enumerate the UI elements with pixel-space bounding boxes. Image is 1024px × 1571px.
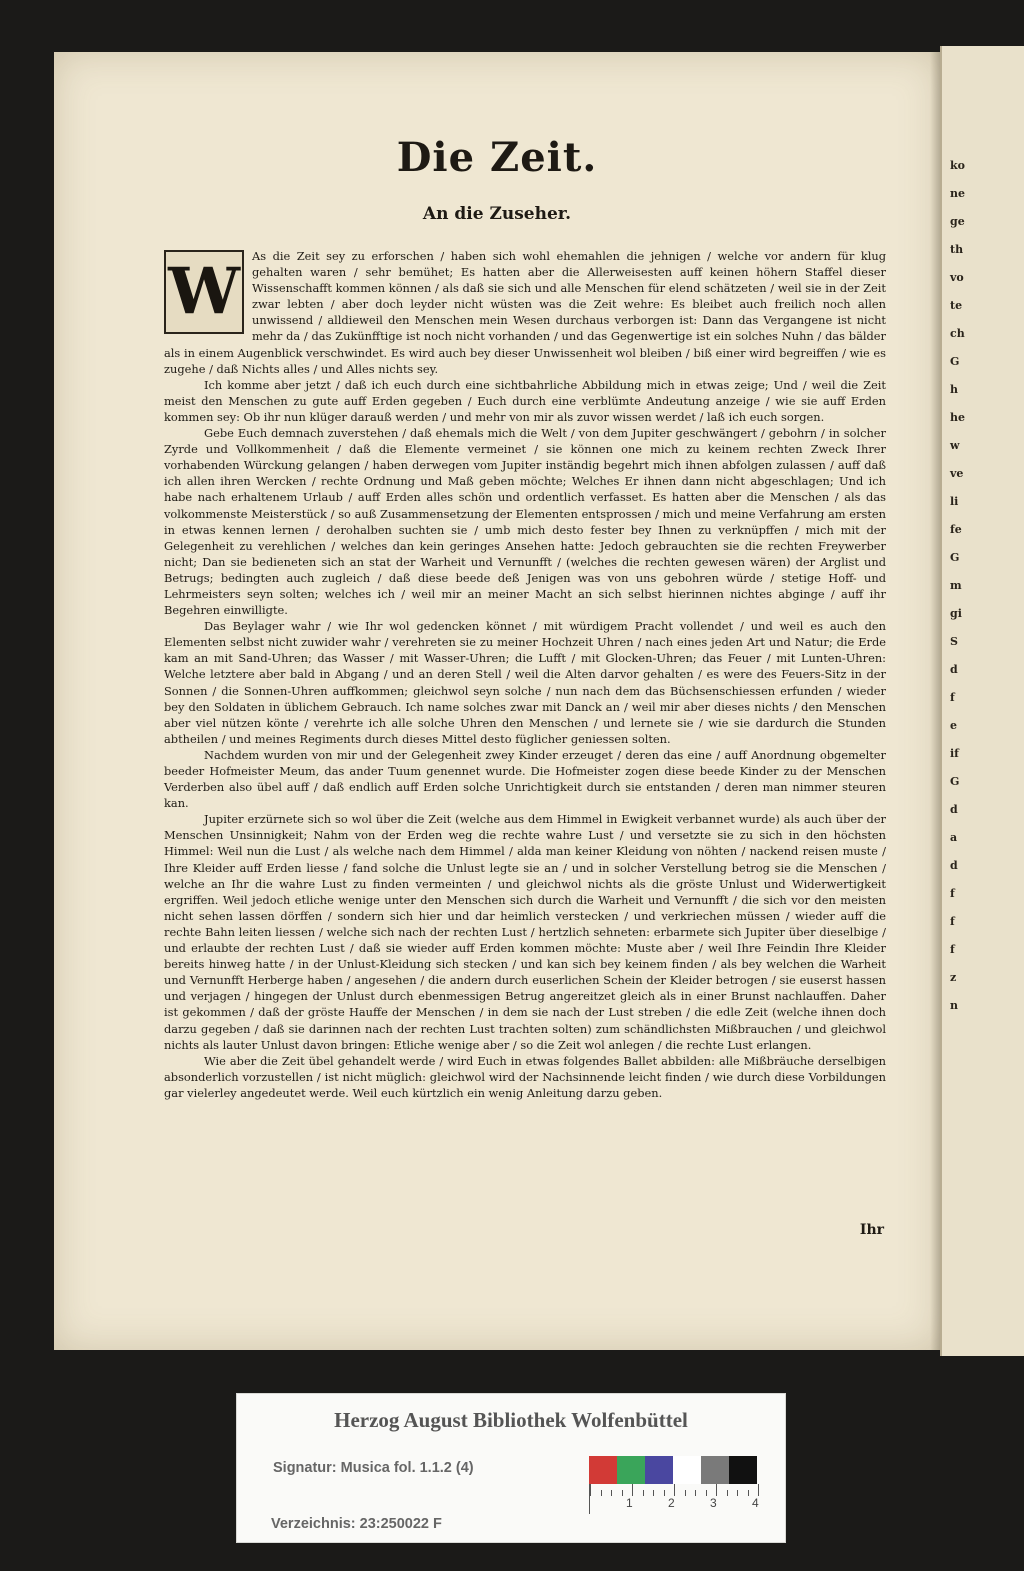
scale-tick xyxy=(727,1490,728,1496)
scale-number: 4 xyxy=(752,1496,759,1510)
scale-tick xyxy=(716,1484,717,1496)
color-swatch xyxy=(589,1456,617,1484)
facing-page-fragment: ve xyxy=(950,467,964,480)
facing-page-fragment: f xyxy=(950,691,955,704)
facing-page-fragment: fe xyxy=(950,523,962,536)
page-subtitle: An die Zuseher. xyxy=(422,204,572,224)
color-swatch xyxy=(673,1456,701,1484)
scale-tick xyxy=(748,1490,749,1496)
scale-tick xyxy=(674,1484,675,1496)
paragraph: Nachdem wurden von mir und der Gelegenheit zwey Kinder erzeuget / deren das eine / auff Anordnung obgemelter beeder Hofmeister Meum, das ander Tuum genennet wurde. Die Hofmeister zogen diese beede Kinder zu der Menschen Verderben also übel auff / daß endlich auff Erden solche Unrichtigkeit durch sie entstanden / deren man nimmer steuren kan. xyxy=(164,747,886,811)
facing-page-fragment: ko xyxy=(950,159,965,172)
color-swatch xyxy=(729,1456,757,1484)
color-swatches xyxy=(589,1456,757,1484)
scale-number: 1 xyxy=(626,1496,633,1510)
facing-page-fragment: f xyxy=(950,915,955,928)
facing-page-fragment: if xyxy=(950,747,959,760)
measure-scale xyxy=(589,1484,764,1514)
scale-tick xyxy=(622,1490,623,1496)
facing-page-fragment: li xyxy=(950,495,959,508)
scale-tick xyxy=(758,1484,759,1496)
book-page xyxy=(54,52,940,1350)
scale-tick xyxy=(706,1490,707,1496)
facing-page-fragment: f xyxy=(950,887,955,900)
facing-page-fragment: ch xyxy=(950,327,965,340)
paragraph: Gebe Euch demnach zuverstehen / daß ehemals mich die Welt / von dem Jupiter geschwängert / gebohrn / in solcher Zyrde und Vollkommenheit / daß die Elemente vermeinet / sie können one mich zu keinem rechten Zweck Ihrer vorhabenden Würckung gelangen / haben derwegen vom Jupiter inständig begehrt mich ihnen abfolgen zulassen / auff daß ich allen ihren Wercken / rechte Ordnung und Maß geben möchte; Welches Er ihnen dann nicht abgeschlagen; Und ich habe nach erhaltenem Urlaub / auff Erden alles schön und ordentlich verfasset. Es hatten aber die Menschen / als das volkommenste Meisterstück / so auß Zusammensetzung der Elementen entsprossen / mich und meine Verfahrung am ersten in etwas kennen lernen / derohalben suchten sie / umb mich desto fester bey Ihnen zu verknüpffen / mich mit der Gelegenheit zu verehlichen / welches dan kein geringes Ansehen hatte: Jedoch gebrauchten sie die rechten Freywerber nicht; Dan sie bedieneten sich an stat der Warheit und Vernunfft / (welches die rechten gewesen wären) der Arglist und Betrugs; bedingten auch zugleich / daß diese beede deß Jenigen was von uns gebohren würde / stetige Hoff- und Lehrmeisters seyn solten; welches ich / weil mir an meiner Macht an sich selbst hierinnen nichtes abginge / auff ihr Begehren einwilligte. xyxy=(164,426,886,618)
facing-page-fragment: m xyxy=(950,579,962,592)
facing-page-fragment: gi xyxy=(950,607,962,620)
color-swatch xyxy=(645,1456,673,1484)
page-title: Die Zeit. xyxy=(396,134,598,181)
facing-page-fragment: a xyxy=(950,831,958,844)
facing-page-fragment: h xyxy=(950,383,958,396)
scale-tick xyxy=(601,1490,602,1496)
facing-page-fragment: G xyxy=(950,355,960,368)
scale-tick xyxy=(695,1490,696,1496)
text-body xyxy=(164,248,886,1101)
facing-page-fragment: d xyxy=(950,803,958,816)
facing-page-edge xyxy=(940,46,1024,1356)
paragraph-text: As die Zeit sey zu erforschen / haben sich wohl ehemahlen die jehnigen / welche vor andern für klug gehalten waren / sehr bemühet; Es hatten aber die Allerweisesten auff keinen höhern Staffel dieser Wissenschafft kommen können / als daß sie sich und alle Menschen für elend schätzeten / weil sie in der Zeit zwar lebten / aber doch leyder nicht wüsten was die Zeit wehre: Es bleibet auch freilich noch allen unwissend / alldieweil den Menschen mein Wesen durchaus verborgen ist: Dann das Vergangene ist nicht mehr da / das Zukünfftige ist noch nicht vorhanden / und das Gegenwertige ist ein solches Nuhn / das bälder als in einem Augenblick verschwindet. Es wird auch bey dieser Unwissenheit wol bleiben / biß einer wird begreiffen / wie es zugehe / daß Nichts alles / und Alles nichts sey. xyxy=(164,249,886,376)
facing-page-fragment: vo xyxy=(950,271,964,284)
facing-page-fragment: he xyxy=(950,411,965,424)
dropcap-initial: W xyxy=(164,250,244,334)
facing-page-fragment: G xyxy=(950,775,960,788)
facing-page-fragment: f xyxy=(950,943,955,956)
paragraph: Wie aber die Zeit übel gehandelt werde / wird Euch in etwas folgendes Ballet abbilden: alle Mißbräuche derselbigen absonderlich vorzustellen / ist nicht müglich: gleichwol wird der Nachsinnende leicht finden / wie durch diese Vorbildungen gar vielerley angedeutet werde. Weil euch kürtzlich ein wenig Anleitung darzu geben. xyxy=(164,1053,886,1100)
facing-page-fragment: S xyxy=(950,635,958,648)
scale-tick xyxy=(611,1490,612,1496)
paragraph: Jupiter erzürnete sich so wol über die Zeit (welche aus dem Himmel in Ewigkeit verbannet wurde) als auch über der Menschen Unsinnigkeit; Nahm von der Erden weg die rechte wahre Lust / und versetzte sie zu sich in den höchsten Himmel: Weil nun die Lust / als welche nach dem Himmel / alda man keiner Kleidung von nöhten / nackend reisen muste / Ihre Kleider auff Erden liesse / fand solche die Unlust legte sie an / und in solcher Verstellung betrog sie die Menschen / welche an Ihr die wahre Lust zu finden vermeinten / und gleichwol nichts als die gröste Unlust und Widerwertigkeit ergriffen. Weil jedoch etliche wenige unter den Menschen sich durch die Warheit und Vernunfft / die sich vor den meisten nicht sehen lassen dörffen / sondern sich hier und dar heimlich verstecken / und verkriechen müssen / wieder auff die rechte Bahn leiten liessen / welche sich nach der rechten Lust / hertzlich sehneten: erbarmete sich Jupiter über dieselbige / und erlaubte der rechten Lust / daß sie wieder auff Erden kommen möchte: Muste aber / weil Ihre Feindin Ihre Kleider bereits hinweg hatte / in der Unlust-Kleidung sich stecken / und kan sich bey keinem finden / als bey welchen die Warheit und Vernunfft Herberge haben / angesehen / die andern durch euserlichen Schein der Kleider betrogen / sie euserst hassen und verjagen / hingegen der Unlust durch ebenmessigen Betrug angereitzet gleich als in einer Brunst nachlauffen. Daher ist gekommen / daß der gröste Hauffe der Menschen / in dem sie nach der Lust streben / die edle Zeit (welche ihnen doch darzu gegeben / daß sie darinnen nach der rechten Lust trachten solten) zum schändlichsten Mißbrauchen / und gleichwol nichts als lauter Unlust davon bringen: Etliche wenige aber / so die Zeit wol anlegen / die rechte Lust erlangen. xyxy=(164,812,886,1052)
facing-page-fragment: d xyxy=(950,663,958,676)
facing-page-fragment: ge xyxy=(950,215,965,228)
catchword: Ihr xyxy=(859,1222,884,1238)
facing-page-fragment: w xyxy=(950,439,960,452)
facing-page-fragment: d xyxy=(950,859,958,872)
color-swatch xyxy=(617,1456,645,1484)
scale-tick xyxy=(643,1490,644,1496)
library-label xyxy=(236,1393,786,1543)
facing-page-fragment: th xyxy=(950,243,964,256)
scale-tick xyxy=(664,1490,665,1496)
color-swatch xyxy=(701,1456,729,1484)
scale-tick xyxy=(632,1484,633,1496)
paragraph: Ich komme aber jetzt / daß ich euch durch eine sichtbahrliche Abbildung mich in etwas zeige; Und / weil die Zeit meist den Menschen zu gute auff Erden gegeben / Euch durch eine verblümte Andeutung anzeige / wie sie auff Erden kommen sey: Ob ihr nun klüger darauß werden / und mehr von mir als zuvor wissen werdet / laß ich euch sorgen. xyxy=(164,377,886,424)
scale-tick xyxy=(653,1490,654,1496)
scale-tick xyxy=(737,1490,738,1496)
library-name: Herzog August Bibliothek Wolfenbüttel xyxy=(334,1408,688,1432)
facing-page-fragment: te xyxy=(950,299,963,312)
scale-tick xyxy=(590,1484,591,1496)
facing-page-fragment: e xyxy=(950,719,957,732)
verzeichnis-text: Verzeichnis: 23:250022 F xyxy=(271,1516,442,1532)
facing-page-fragment: G xyxy=(950,551,960,564)
paragraph: Das Beylager wahr / wie Ihr wol gedencken könnet / mit würdigem Pracht vollendet / und weil es auch den Elementen selbst nicht zuwider wahr / verehreten sie zu meiner Hochzeit Uhren / nach eines jeden Art und Natur; die Erde kam an mit Sand-Uhren; das Wasser / mit Wasser-Uhren; die Lufft / mit Glocken-Uhren; das Feuer / mit Lunten-Uhren: Welche letztere aber bald in Abgang / und an deren Stell / weil die Alten darvor gehalten / es were des Feuers-Sitz in der Sonnen / die Sonnen-Uhren auffkommen; gleichwol seyn solche / nun nach dem das Büchsenschiessen erfunden / wieder bey den Soldaten in üblichem Gebrauch. Ich name solches zwar mit Danck an / weil mir aber dieses nichts / den Menschen aber viel nützen könte / verehrte ich alle solche Uhren den Menschen / und lernete sie / wie sie dardurch die Stunden abtheilen / und meines Regiments durch dieses Mittel desto füglicher geniessen solten. xyxy=(164,619,886,746)
scale-tick xyxy=(685,1490,686,1496)
scale-number: 2 xyxy=(668,1496,675,1510)
facing-page-fragment: z xyxy=(950,971,957,984)
signatur-text: Signatur: Musica fol. 1.1.2 (4) xyxy=(273,1460,474,1476)
paragraph xyxy=(164,248,886,377)
scale-number: 3 xyxy=(710,1496,717,1510)
facing-page-fragment: n xyxy=(950,999,958,1012)
facing-page-fragment: ne xyxy=(950,187,965,200)
